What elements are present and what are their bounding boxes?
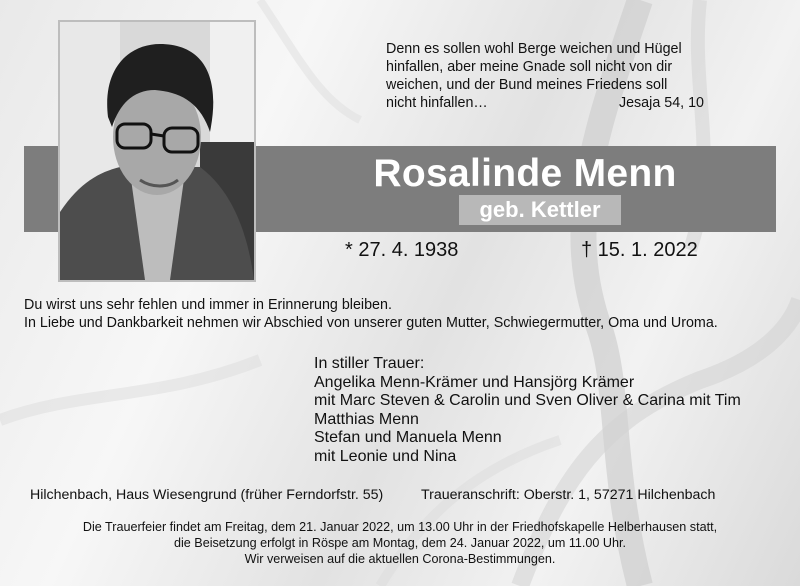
quote-line: hinfallen, aber meine Gnade soll nicht von dir bbox=[386, 59, 673, 75]
quote-line: nicht hinfallen… bbox=[386, 95, 488, 111]
place-of-death: Hilchenbach, Haus Wiesengrund (früher Ferndorfstr. 55) bbox=[30, 487, 384, 503]
mourner-line: Matthias Menn bbox=[314, 410, 419, 428]
funeral-service-info bbox=[24, 519, 776, 567]
mourner-line: mit Marc Steven & Carolin und Sven Oliver & Carina mit Tim bbox=[314, 392, 741, 410]
service-line: Die Trauerfeier findet am Freitag, dem 21. Januar 2022, um 13.00 Uhr in der Friedhofskapelle Helberhausen statt, bbox=[82, 520, 718, 534]
service-line: die Beisetzung erfolgt in Röspe am Montag, dem 24. Januar 2022, um 11.00 Uhr. bbox=[173, 536, 626, 550]
portrait-photo bbox=[58, 20, 256, 282]
quote-reference: Jesaja 54, 10 bbox=[618, 95, 704, 111]
bible-quote bbox=[386, 40, 706, 112]
mourner-line: Stefan und Manuela Menn bbox=[314, 429, 502, 447]
farewell-text bbox=[24, 296, 784, 332]
death-date: † 15. 1. 2022 bbox=[581, 239, 698, 261]
mourner-line: Angelika Menn-Krämer und Hansjörg Krämer bbox=[314, 373, 635, 391]
service-line: Wir verweisen auf die aktuellen Corona-Bestimmungen. bbox=[244, 552, 556, 566]
farewell-line: In Liebe und Dankbarkeit nehmen wir Abschied von unserer guten Mutter, Schwiegermutter, Oma und Uroma. bbox=[24, 315, 718, 331]
farewell-line: Du wirst uns sehr fehlen und immer in Erinnerung bleiben. bbox=[24, 297, 392, 313]
birth-date: * 27. 4. 1938 bbox=[345, 239, 459, 261]
quote-line: weichen, und der Bund meines Friedens soll bbox=[386, 77, 668, 93]
mourners-heading: In stiller Trauer: bbox=[314, 355, 425, 372]
mourner-line: mit Leonie und Nina bbox=[314, 447, 457, 465]
deceased-name: Rosalinde Menn bbox=[373, 152, 677, 195]
mourning-address: Traueranschrift: Oberstr. 1, 57271 Hilchenbach bbox=[421, 487, 716, 503]
mourners-list bbox=[314, 355, 784, 467]
quote-line: Denn es sollen wohl Berge weichen und Hügel bbox=[386, 41, 682, 57]
maiden-name: geb. Kettler bbox=[459, 195, 621, 225]
